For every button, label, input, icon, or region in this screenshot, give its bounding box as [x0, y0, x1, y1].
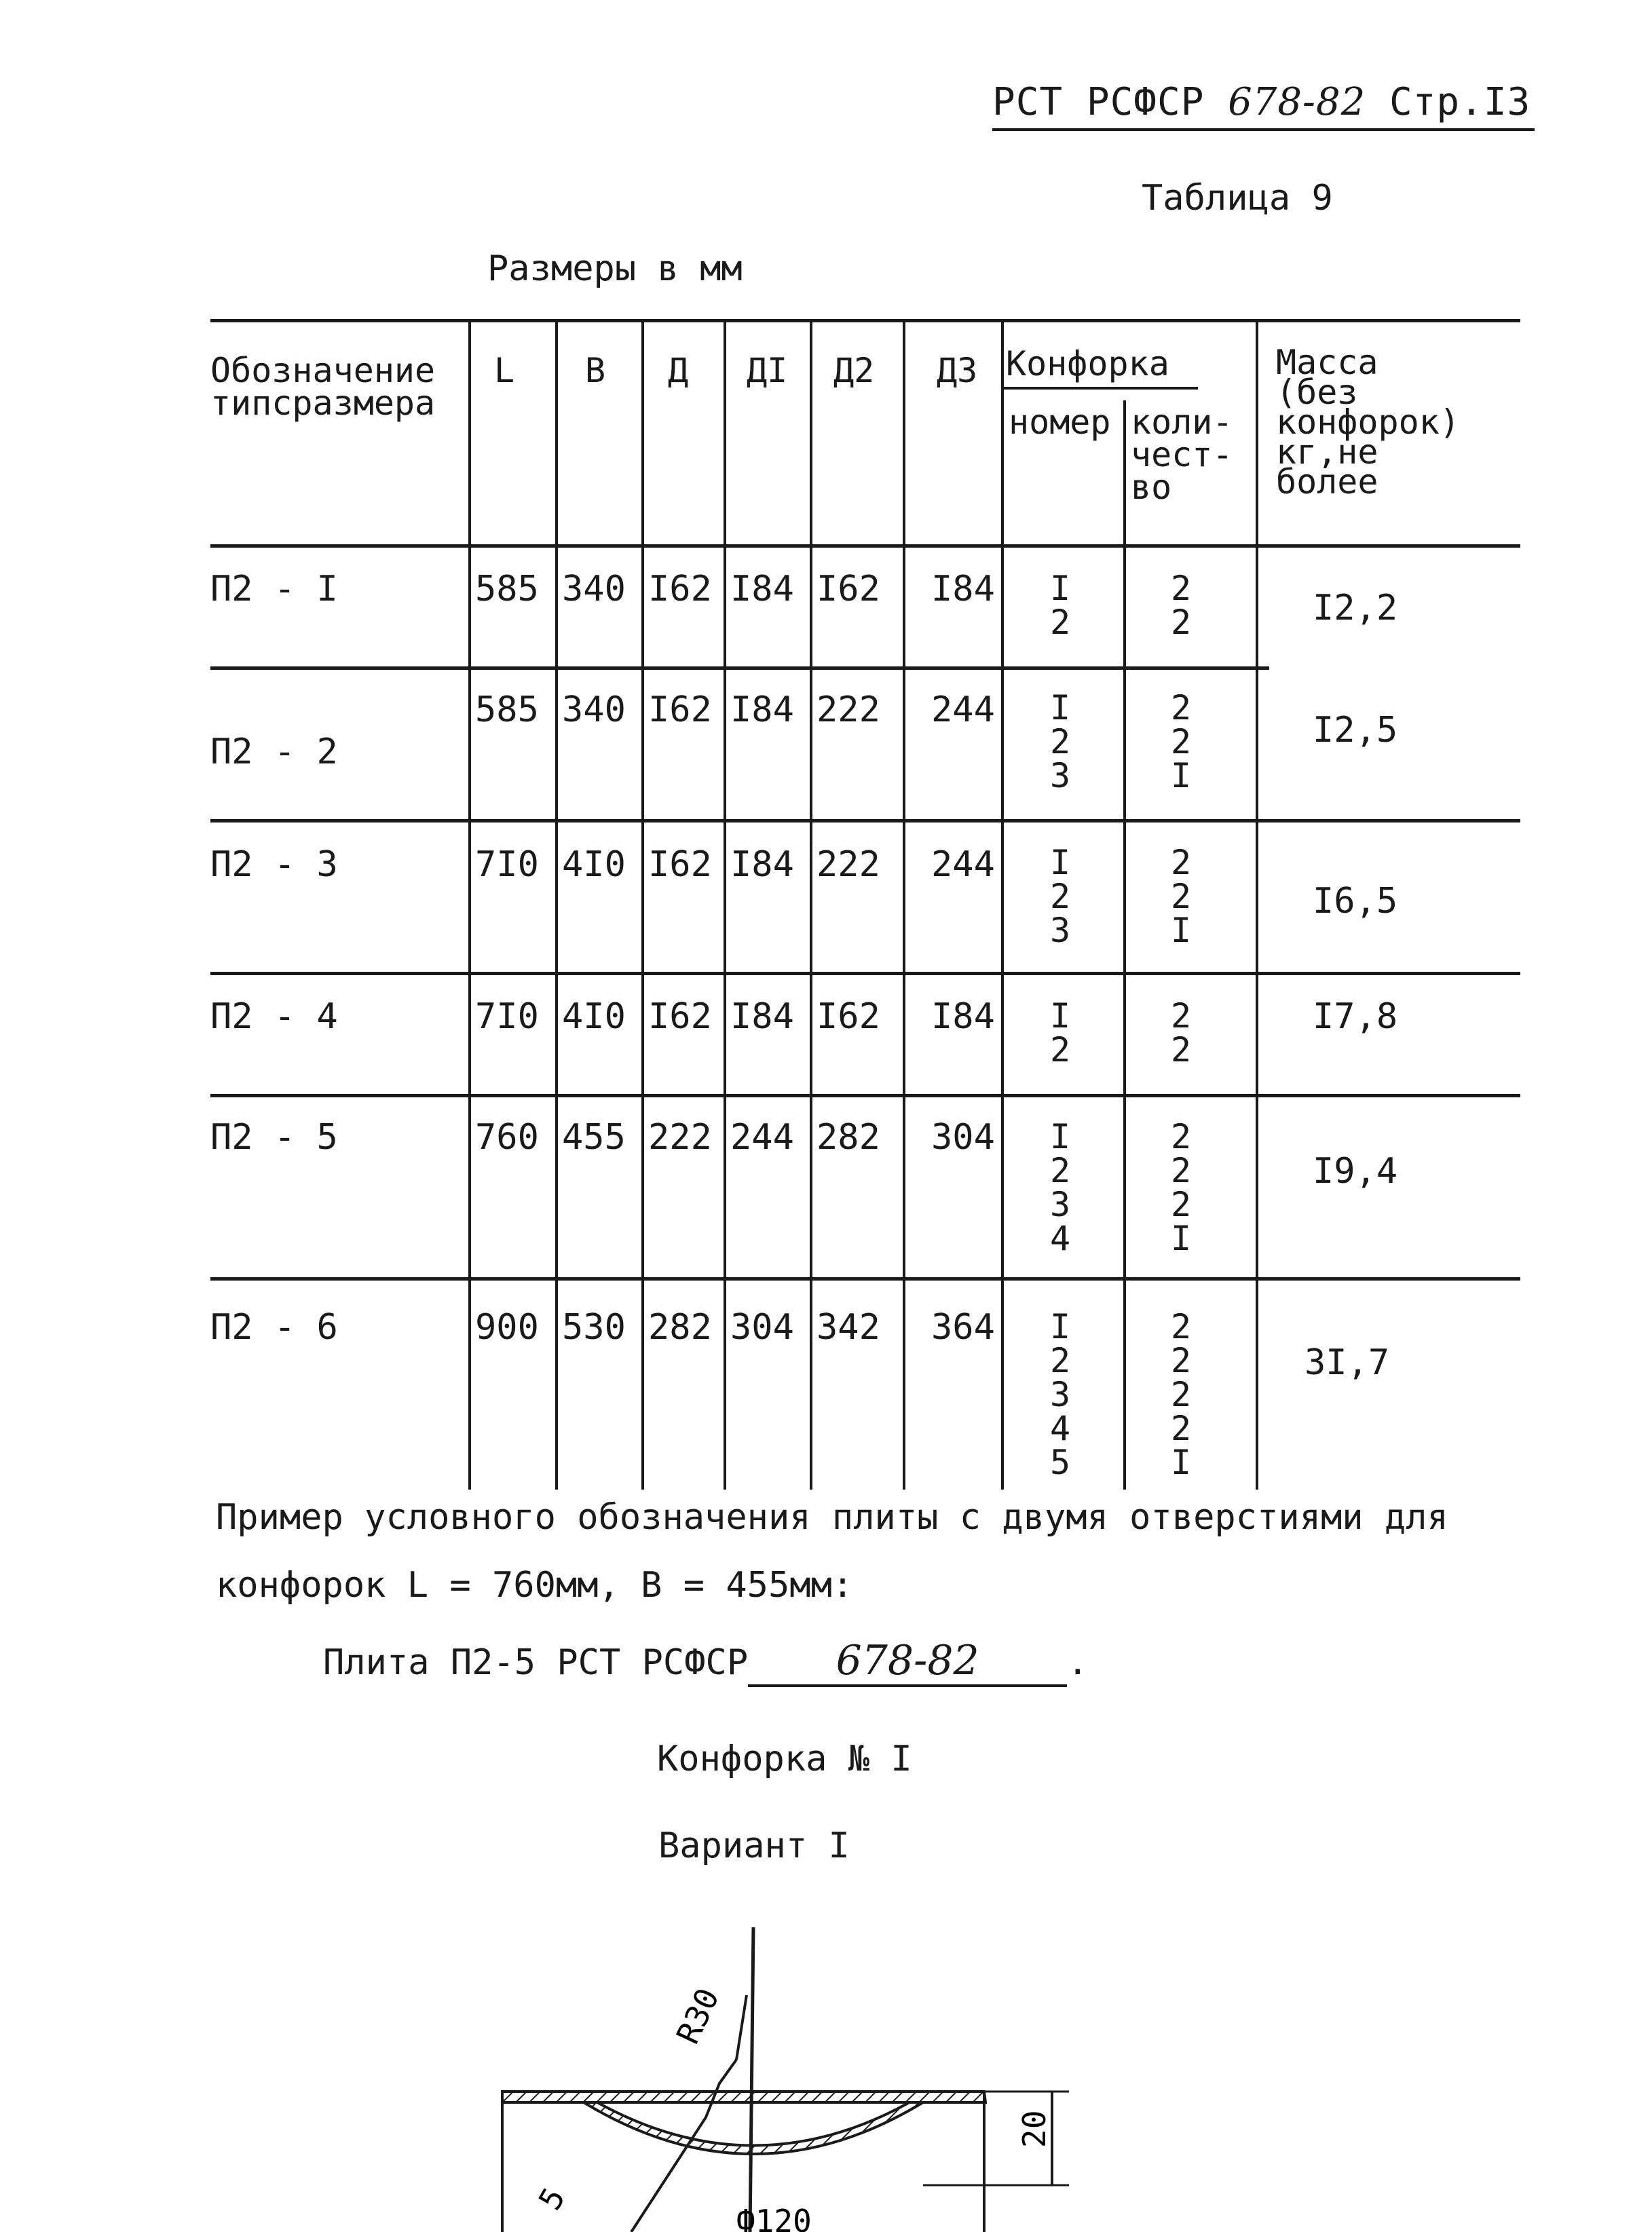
- row-2-D3: 244: [931, 689, 995, 730]
- col-rule: [1001, 319, 1004, 1490]
- row-4-burner-quantities: 2 2: [1170, 996, 1192, 1070]
- standard-prefix: РСТ РСФСР: [992, 80, 1205, 124]
- row-4-D1: I84: [730, 996, 794, 1037]
- row-2-D2: 222: [816, 689, 880, 730]
- col-rule: [555, 319, 558, 1490]
- row-rule: [210, 666, 1269, 670]
- thickness-label: 5: [531, 2181, 573, 2216]
- col-rule: [810, 319, 812, 1490]
- row-5-mass: I9,4: [1313, 1151, 1398, 1192]
- row-2-burner-quantities: 2 2 I: [1170, 688, 1192, 795]
- standard-header: [992, 80, 1531, 124]
- header-D: Д: [668, 351, 689, 390]
- row-6-mass: 3I,7: [1304, 1342, 1390, 1383]
- row-6-designation: П2 - 6: [210, 1307, 338, 1348]
- row-2-L: 585: [475, 689, 539, 730]
- row-3-D1: I84: [730, 844, 794, 885]
- col-rule: [468, 319, 471, 1490]
- row-4-B: 4I0: [562, 996, 626, 1037]
- row-3-burner-quantities: 2 2 I: [1170, 843, 1192, 950]
- col-rule: [724, 319, 726, 1490]
- radius-label: R30: [669, 1982, 727, 2049]
- row-4-D3: I84: [931, 996, 995, 1037]
- row-3-D: I62: [648, 844, 712, 885]
- row-3-L: 7I0: [475, 844, 539, 885]
- header-burner-quantity: коли- чест- во: [1131, 402, 1233, 507]
- center-axis: [750, 1927, 753, 2232]
- col-rule: [903, 319, 905, 1490]
- row-6-L: 900: [475, 1307, 539, 1348]
- header-underline: [992, 128, 1535, 131]
- row-4-D: I62: [648, 996, 712, 1037]
- page-label: Стр.I3: [1389, 80, 1531, 124]
- row-1-D: I62: [648, 569, 712, 609]
- row-6-D1: 304: [730, 1307, 794, 1348]
- row-5-burner-quantities: 2 2 2 I: [1170, 1117, 1192, 1258]
- row-6-burner-numbers: I 2 3 4 5: [1049, 1307, 1071, 1482]
- header-burner-number: номер: [1009, 402, 1111, 442]
- row-6-D: 282: [648, 1307, 712, 1348]
- row-6-D2: 342: [816, 1307, 880, 1348]
- row-3-B: 4I0: [562, 844, 626, 885]
- row-3-D2: 222: [816, 844, 880, 885]
- header-D3: Д3: [937, 351, 978, 390]
- row-2-D1: I84: [730, 689, 794, 730]
- row-4-L: 7I0: [475, 996, 539, 1037]
- header-D2: Д2: [833, 351, 875, 390]
- row-3-designation: П2 - 3: [210, 844, 338, 885]
- row-5-D1: 244: [730, 1117, 794, 1158]
- header-designation: Обозначение типсразмера: [210, 351, 436, 423]
- row-1-L: 585: [475, 569, 539, 609]
- row-3-mass: I6,5: [1313, 881, 1398, 922]
- header-bottom-rule: [210, 544, 1520, 548]
- col-rule: [1256, 319, 1258, 1490]
- row-1-D3: I84: [931, 569, 995, 609]
- row-5-L: 760: [475, 1117, 539, 1158]
- variant-title: Вариант I: [658, 1826, 850, 1866]
- row-2-B: 340: [562, 689, 626, 730]
- standard-number-handwritten: 678-82: [1228, 80, 1366, 124]
- header-B: В: [585, 351, 606, 390]
- row-2-designation: П2 - 2: [210, 732, 338, 772]
- dish-hatched: [584, 2102, 923, 2154]
- example-designation-handwritten: 678-82: [748, 1637, 1067, 1687]
- col-rule: [1123, 400, 1126, 1490]
- row-1-mass: I2,2: [1313, 588, 1398, 628]
- row-5-designation: П2 - 5: [210, 1117, 338, 1158]
- header-D1: ДI: [747, 351, 788, 390]
- row-2-D: I62: [648, 689, 712, 730]
- dimensions-table: [210, 319, 1520, 1493]
- row-4-designation: П2 - 4: [210, 996, 338, 1037]
- example-line-2: конфорок L = 760мм, В = 455мм:: [216, 1565, 854, 1606]
- row-4-burner-numbers: I 2: [1049, 996, 1071, 1070]
- example-line-3: [323, 1637, 1088, 1687]
- header-mass: Масса (без конфорок) кг,не более: [1276, 343, 1460, 502]
- burner-group-rule: [1001, 387, 1198, 390]
- row-5-D2: 282: [816, 1117, 880, 1158]
- row-1-designation: П2 - I: [210, 569, 338, 609]
- row-rule: [210, 1094, 1520, 1097]
- row-2-mass: I2,5: [1313, 710, 1398, 751]
- example-designation-prefix: Плита П2-5 РСТ РСФСР: [323, 1642, 749, 1683]
- row-rule: [210, 819, 1520, 822]
- row-1-B: 340: [562, 569, 626, 609]
- row-rule: [210, 972, 1520, 975]
- row-5-B: 455: [562, 1117, 626, 1158]
- row-4-mass: I7,8: [1313, 996, 1398, 1037]
- table-top-rule: [210, 319, 1520, 322]
- row-1-D2: I62: [816, 569, 880, 609]
- table-title: Таблица 9: [1142, 178, 1333, 219]
- example-line-1: Пример условного обозначения плиты с двумя отверстиями для: [216, 1497, 1448, 1538]
- burner-section-drawing: [475, 1914, 1140, 2232]
- row-1-D1: I84: [730, 569, 794, 609]
- height-label: 20: [1016, 2110, 1053, 2148]
- radius-leader-upper: [736, 1995, 747, 2060]
- rim-hatched: [502, 2092, 985, 2102]
- row-4-D2: I62: [816, 996, 880, 1037]
- row-6-burner-quantities: 2 2 2 2 I: [1170, 1307, 1192, 1482]
- row-5-D3: 304: [931, 1117, 995, 1158]
- row-5-burner-numbers: I 2 3 4: [1049, 1117, 1071, 1258]
- header-burner: Конфорка: [1006, 344, 1169, 383]
- row-6-D3: 364: [931, 1307, 995, 1348]
- example-designation-suffix: .: [1067, 1642, 1089, 1683]
- section-title: Конфорка № I: [657, 1739, 912, 1779]
- header-L: L: [494, 351, 515, 390]
- row-3-D3: 244: [931, 844, 995, 885]
- units-note: Размеры в мм: [487, 248, 743, 289]
- diameter-label: Ф120: [736, 2203, 812, 2232]
- row-1-burner-numbers: I 2: [1049, 569, 1071, 642]
- row-3-burner-numbers: I 2 3: [1049, 843, 1071, 950]
- row-2-burner-numbers: I 2 3: [1049, 688, 1071, 795]
- row-rule: [210, 1277, 1520, 1281]
- row-6-B: 530: [562, 1307, 626, 1348]
- row-5-D: 222: [648, 1117, 712, 1158]
- col-rule: [641, 319, 644, 1490]
- row-1-burner-quantities: 2 2: [1170, 569, 1192, 642]
